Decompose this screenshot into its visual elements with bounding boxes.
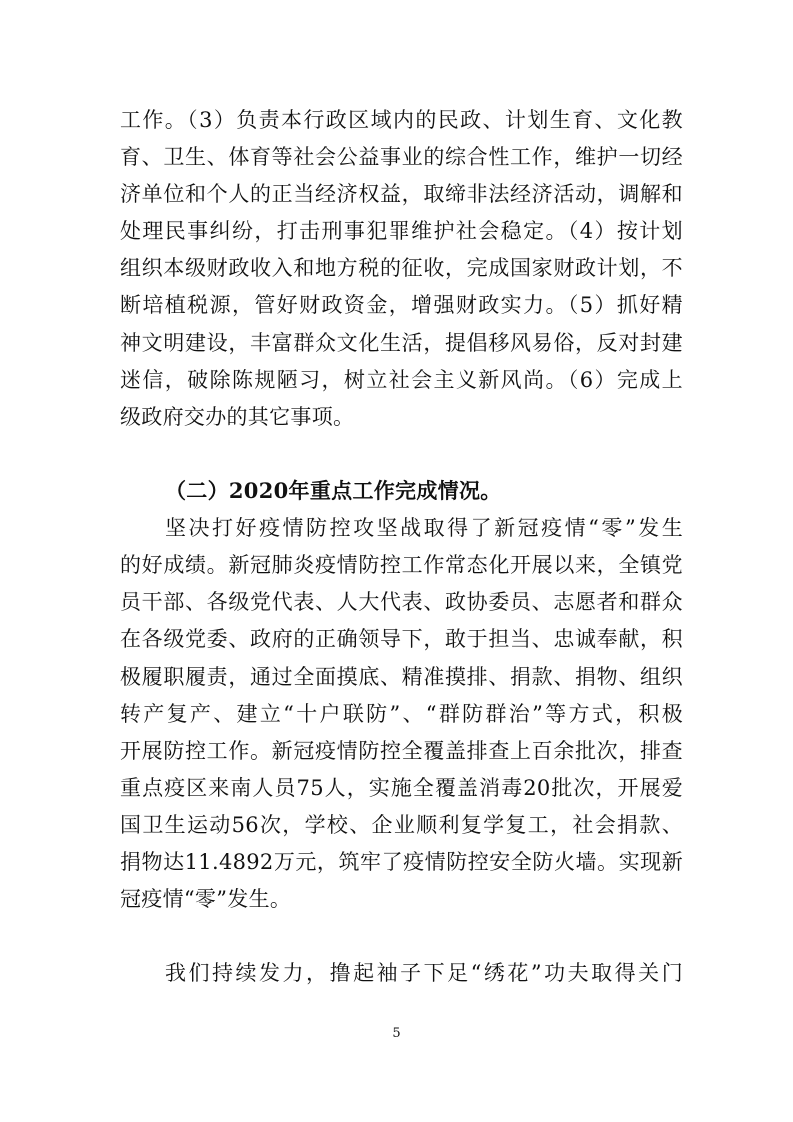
paragraph-line: 迷信，破除陈规陋习，树立社会主义新风尚。（6）完成上 <box>120 368 683 392</box>
paragraph-line: 冠疫情“零”发生。 <box>120 887 292 911</box>
paragraph-line: 级政府交办的其它事项。 <box>120 405 355 429</box>
paragraph-line: 转产复产、建立“十户联防”、“群防群治”等方式，积极 <box>120 702 683 726</box>
section-heading: （二）2020年重点工作完成情况。 <box>165 478 502 503</box>
page-number: 5 <box>392 1026 401 1041</box>
paragraph-line: 捐物达11.4892万元，筑牢了疫情防控安全防火墙。实现新 <box>120 850 683 874</box>
paragraph-line: 工作。（3）负责本行政区域内的民政、计划生育、文化教 <box>120 108 683 132</box>
paragraph-line: 处理民事纠纷，打击刑事犯罪维护社会稳定。（4）按计划 <box>120 219 683 243</box>
paragraph-line: 育、卫生、体育等社会公益事业的综合性工作，维护一切经 <box>120 145 683 169</box>
paragraph-line: 重点疫区来南人员75人，实施全覆盖消毒20批次，开展爱 <box>120 776 683 800</box>
paragraph-line: 国卫生运动56次，学校、企业顺利复学复工，社会捐款、 <box>120 813 683 837</box>
paragraph-line: 员干部、各级党代表、人大代表、政协委员、志愿者和群众 <box>120 590 683 614</box>
paragraph-line: 神文明建设，丰富群众文化生活，提倡移风易俗，反对封建 <box>120 331 683 355</box>
paragraph-line: 在各级党委、政府的正确领导下，敢于担当、忠诚奉献，积 <box>120 627 683 651</box>
paragraph-line: 的好成绩。新冠肺炎疫情防控工作常态化开展以来，全镇党 <box>120 553 683 577</box>
paragraph-line: 济单位和个人的正当经济权益，取缔非法经济活动，调解和 <box>120 182 683 206</box>
paragraph-line: 极履职履责，通过全面摸底、精准摸排、捐款、捐物、组织 <box>120 665 683 689</box>
paragraph-line: 开展防控工作。新冠疫情防控全覆盖排查上百余批次，排查 <box>120 739 683 763</box>
paragraph-line: 我们持续发力，撸起袖子下足“绣花”功夫取得关门 <box>165 961 683 985</box>
paragraph-line: 组织本级财政收入和地方税的征收，完成国家财政计划，不 <box>120 256 683 280</box>
paragraph-line: 坚决打好疫情防控攻坚战取得了新冠疫情“零”发生 <box>165 516 683 540</box>
paragraph-line: 断培植税源，管好财政资金，增强财政实力。（5）抓好精 <box>120 293 683 317</box>
